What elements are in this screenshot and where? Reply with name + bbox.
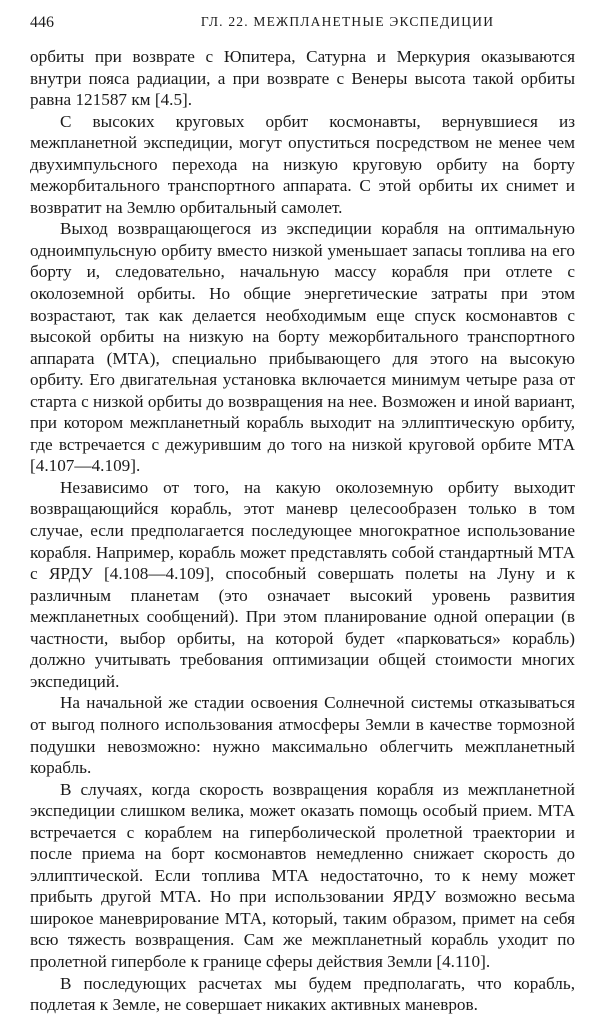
paragraph-6: В случаях, когда скорость возвращения корабля из межпланетной экспедиции слишком велика, может оказать помощь особый прием. МТА встречается с кораблем на гиперболической пролетной траектории и после приема на борт космонавтов немедленно снижает скорость до эллиптической. Если топлива МТА недостаточно, то к нему может прибыть другой МТА. Но при использовании ЯРДУ возможно весьма широкое маневрирование МТА, который, таким образом, примет на себя всю тяжесть возвращения. Сам же межпланетный корабль уходит по пролетной гиперболе к границе сферы действия Земли [4.110]. — [30, 779, 575, 971]
paragraph-1: орбиты при возврате с Юпитера, Сатурна и Меркурия оказываются внутри пояса радиации, а при возврате с Венеры высота такой орбиты равна 121587 км [4.5]. — [30, 47, 575, 110]
running-title: ГЛ. 22. МЕЖПЛАНЕТНЫЕ ЭКСПЕДИЦИИ — [200, 14, 495, 29]
paragraph-3: Выход возвращающегося из экспедиции корабля на оптимальную одноимпульсную орбиту вместо низкой уменьшает запасы топлива на его борту и, следовательно, начальную массу корабля при отлете с околоземной орбиты. Но общие энергетические затраты при этом возрастают, так как делается необходимым еще спуск космонавтов с высокой орбиты на низкую на борту межорбитального транспортного аппарата (МТА), специально прибывающего для этого на высокую орбиту. Его двигательная установка включается минимум четыре раза от старта с низкой орбиты до возвращения на нее. Возможен и иной вариант, при котором межпланетный корабль выходит на эллиптическую орбиту, где встречается с дежурившим до того на низкой круговой орбите МТА [4.107—4.109]. — [30, 219, 575, 476]
page-header — [30, 10, 575, 36]
paragraph-7: В последующих расчетах мы будем предполагать, что корабль, подлетая к Земле, не совершает никаких активных маневров. — [30, 973, 575, 1015]
page-number: 446 — [30, 14, 54, 31]
paragraph-4: Независимо от того, на какую околоземную орбиту выходит возвращающийся корабль, этот маневр целесообразен только в том случае, если предполагается последующее многократное использование корабля. Например, корабль может представлять собой стандартный МТА с ЯРДУ [4.108—4.109], способный совершать полеты на Луну и к различным планетам (это означает высокий уровень развития межпланетных сообщений). При этом планирование одной операции (в частности, выбор орбиты, на которой будет «парковаться» корабль) должно учитывать требования оптимизации общей стоимости многих экспедиций. — [30, 477, 575, 691]
paragraph-5: На начальной же стадии освоения Солнечной системы отказываться от выгод полного использования атмосферы Земли в качестве тормозной подушки невозможно: нужно максимально облегчить межпланетный корабль. — [30, 693, 575, 778]
paragraph-2: С высоких круговых орбит космонавты, вернувшиеся из межпланетной экспедиции, могут опуститься посредством не менее чем двухимпульсного перехода на низкую круговую орбиту на борту межорбитального транспортного аппарата. С этой орбиты их снимет и возвратит на Землю орбитальный самолет. — [30, 111, 575, 217]
body-text — [30, 46, 575, 1016]
